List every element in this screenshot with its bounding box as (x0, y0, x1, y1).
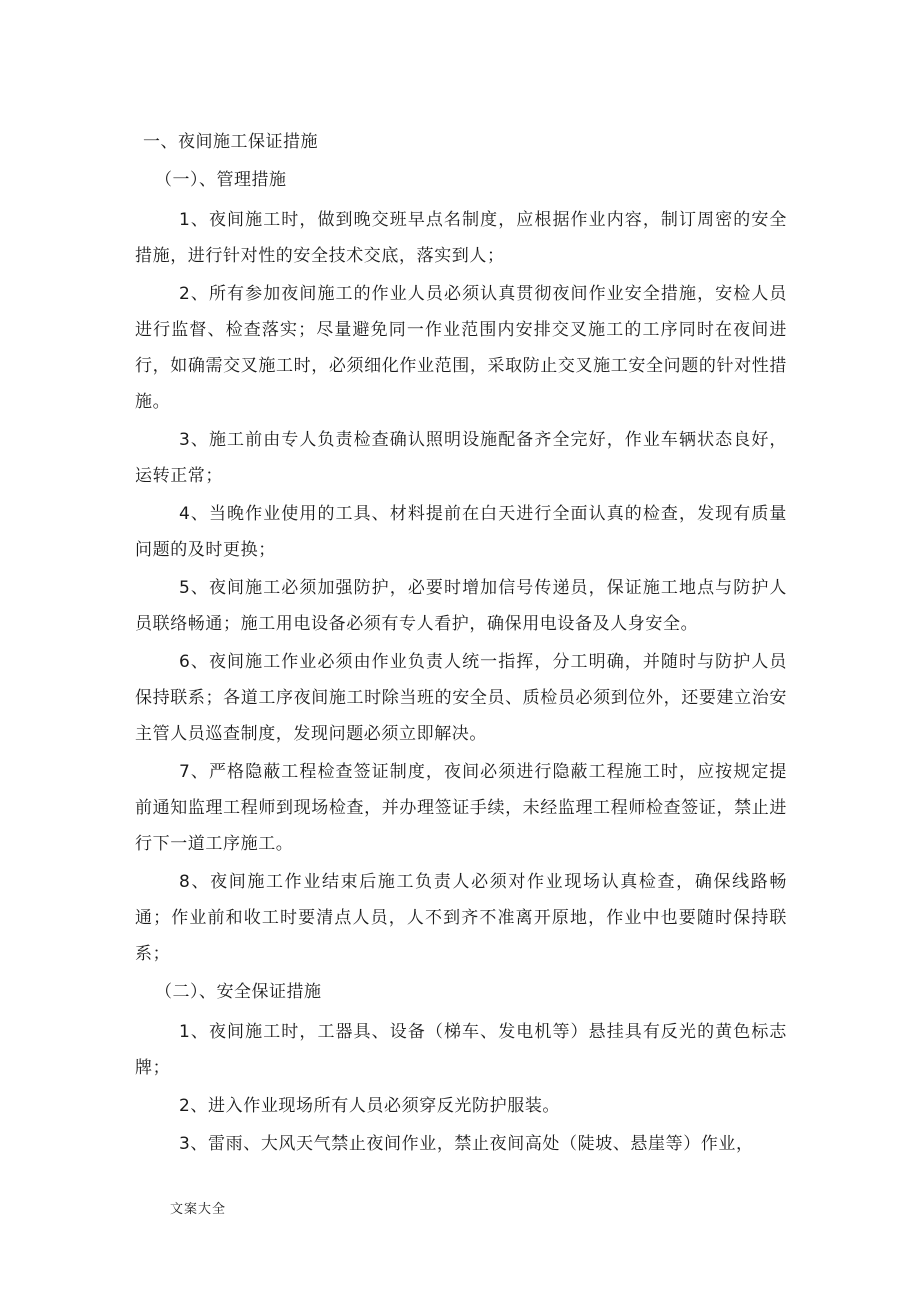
section-title-management: （一）、管理措施 (155, 170, 287, 190)
paragraph: 2、进入作业现场所有人员必须穿反光防护服装。 (179, 1096, 561, 1116)
paragraph: 7、严格隐蔽工程检查签证制度，夜间必须进行隐蔽工程施工时，应按规定提前通知监理工程师到现场检查，并办理签证手续，未经监理工程师检查签证，禁止进行下一道工序施工。 (135, 762, 787, 854)
document-body (135, 124, 787, 1164)
page-footer: 文案大全 (170, 1202, 227, 1217)
paragraph: 3、施工前由专人负责检查确认照明设施配备齐全完好，作业车辆状态良好，运转正常； (135, 430, 787, 486)
page-heading: 一、夜间施工保证措施 (143, 132, 318, 152)
paragraph: 3、雷雨、大风天气禁止夜间作业，禁止夜间高处（陡坡、悬崖等）作业， (179, 1134, 754, 1154)
paragraph: 4、当晚作业使用的工具、材料提前在白天进行全面认真的检查，发现有质量问题的及时更换； (135, 504, 787, 560)
paragraph: 1、夜间施工时，工器具、设备（梯车、发电机等）悬挂具有反光的黄色标志牌； (135, 1022, 787, 1078)
paragraph: 2、所有参加夜间施工的作业人员必须认真贯彻夜间作业安全措施，安检人员进行监督、检查落实；尽量避免同一作业范围内安排交叉施工的工序同时在夜间进行，如确需交叉施工时，必须细化作业范围，采取防止交叉施工安全问题的针对性措施。 (135, 284, 787, 412)
section-title-safety: （二）、安全保证措施 (155, 982, 322, 1002)
paragraph: 5、夜间施工必须加强防护，必要时增加信号传递员，保证施工地点与防护人员联络畅通；施工用电设备必须有专人看护，确保用电设备及人身安全。 (135, 578, 787, 634)
paragraph: 8、夜间施工作业结束后施工负责人必须对作业现场认真检查，确保线路畅通；作业前和收工时要清点人员，人不到齐不准离开原地，作业中也要随时保持联系； (135, 872, 787, 964)
paragraph: 6、夜间施工作业必须由作业负责人统一指挥，分工明确，并随时与防护人员保持联系；各道工序夜间施工时除当班的安全员、质检员必须到位外，还要建立治安主管人员巡查制度，发现问题必须立即解决。 (135, 652, 787, 744)
paragraph: 1、夜间施工时，做到晚交班早点名制度，应根据作业内容，制订周密的安全措施，进行针对性的安全技术交底，落实到人； (135, 210, 787, 266)
